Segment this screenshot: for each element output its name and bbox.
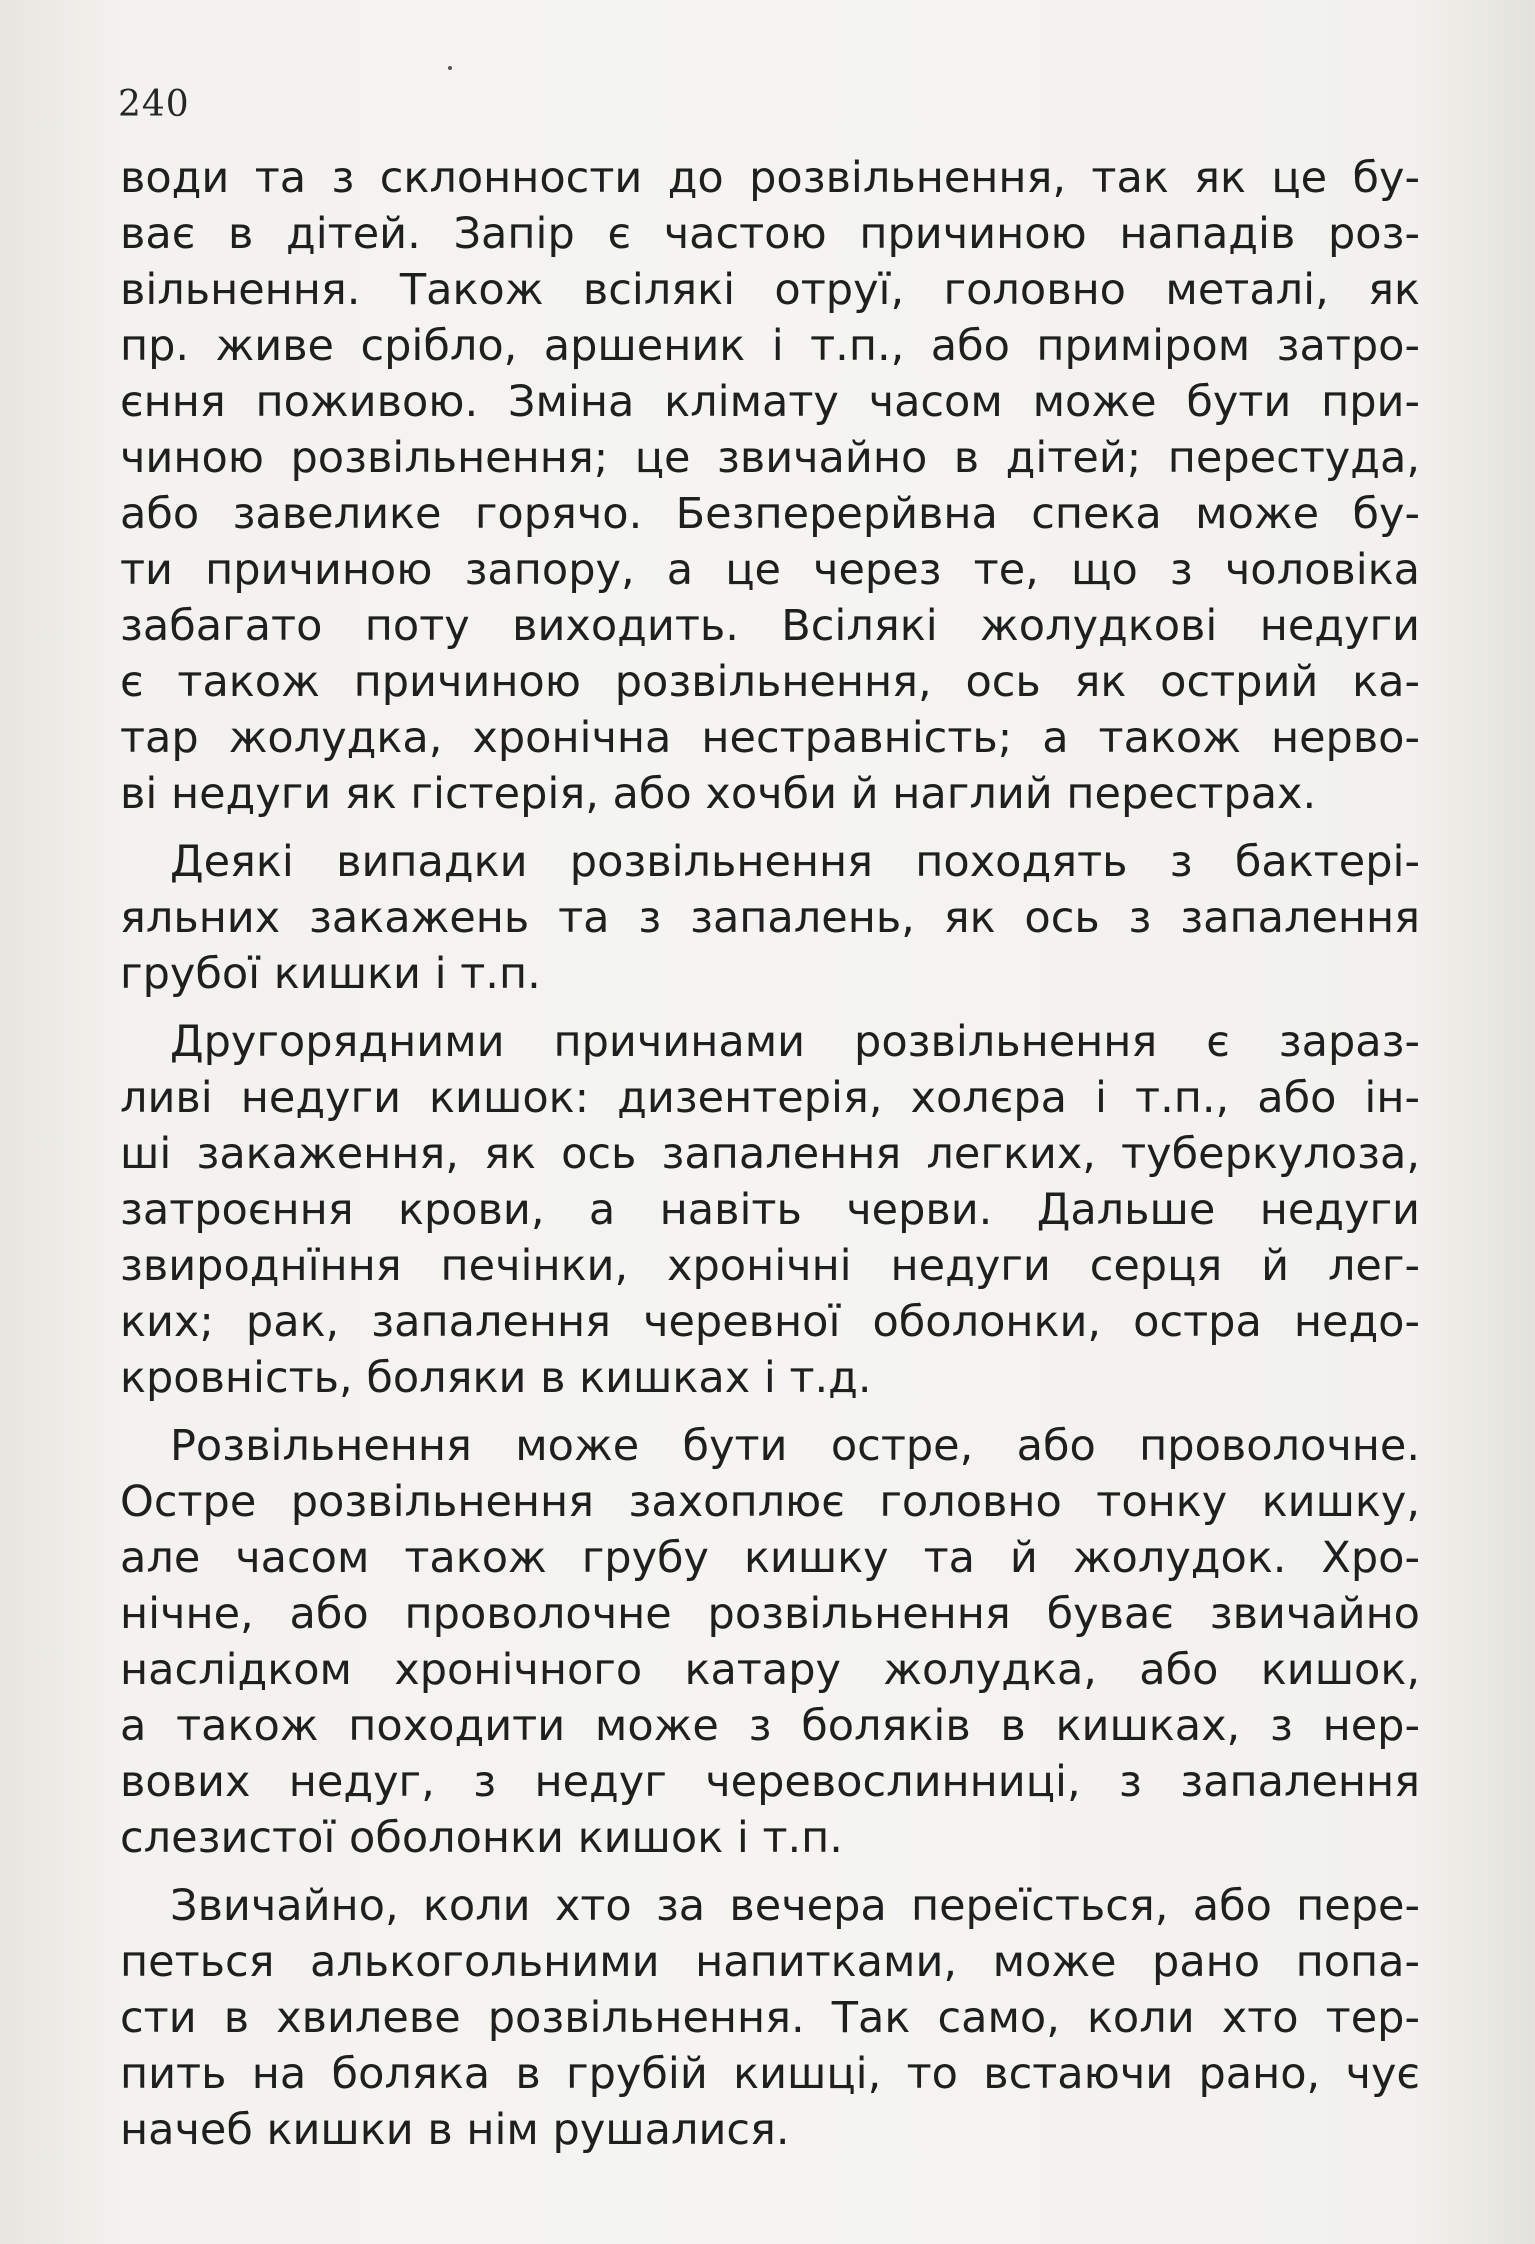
text-line: пр. живе срібло, аршеник і т.п., або приміром затро- bbox=[120, 321, 1420, 371]
text-line: петься алькогольними напитками, може рано попа- bbox=[120, 1937, 1420, 1987]
text-line: затроєння крови, а навіть черви. Дальше недуги bbox=[120, 1185, 1420, 1235]
text-line: або завелике горячо. Безперерйвна спека може бу- bbox=[120, 489, 1420, 539]
text-line: Розвільнення може бути остре, або проволочне. bbox=[170, 1421, 1420, 1471]
text-line: Остре розвільнення захоплює головно тонку кишку, bbox=[120, 1477, 1420, 1527]
text-line: наслідком хронічного катару жолудка, або кишок, bbox=[120, 1645, 1420, 1695]
text-line: ких; рак, запалення черевної оболонки, остра недо- bbox=[120, 1297, 1420, 1347]
text-line: води та з склонности до розвільнення, так як це бу- bbox=[120, 153, 1420, 203]
text-line: Другорядними причинами розвільнення є зараз- bbox=[170, 1017, 1420, 1067]
text-line: ві недуги як гістерія, або хочби й наглий перестрах. bbox=[120, 769, 1317, 819]
text-line: грубої кишки і т.п. bbox=[120, 949, 541, 999]
text-line: єння поживою. Зміна клімату часом може бути при- bbox=[120, 377, 1420, 427]
text-line: Звичайно, коли хто за вечера переїсться, або пере- bbox=[170, 1881, 1420, 1931]
paragraph bbox=[120, 1418, 1420, 1866]
text-line: чиною розвільнення; це звичайно в дітей; перестуда, bbox=[120, 433, 1420, 483]
text-line: а також походити може з боляків в кишках, з нер- bbox=[120, 1701, 1420, 1751]
text-line: слезистої оболонки кишок і т.п. bbox=[120, 1813, 843, 1863]
text-line: сти в хвилеве розвільнення. Так само, коли хто тер- bbox=[120, 1993, 1420, 2043]
text-line: звироднїння печінки, хронічні недуги серця й лег- bbox=[120, 1241, 1420, 1291]
text-line: забагато поту виходить. Всілякі жолудкові недуги bbox=[120, 601, 1420, 651]
text-line: яльних закажень та з запалень, як ось з запалення bbox=[120, 893, 1420, 943]
text-line: вових недуг, з недуг черевослинниці, з запалення bbox=[120, 1757, 1420, 1807]
text-line: тар жолудка, хронічна нестравність; а також нерво- bbox=[120, 713, 1420, 763]
paragraph-gap bbox=[120, 1406, 1420, 1418]
paragraph bbox=[120, 150, 1420, 822]
paragraph bbox=[120, 1014, 1420, 1406]
text-line: ші закаження, як ось запалення легких, туберкулоза, bbox=[120, 1129, 1420, 1179]
ink-speck bbox=[448, 66, 452, 70]
paragraph-gap bbox=[120, 1866, 1420, 1878]
text-line: ливі недуги кишок: дизентерія, холєра і т.п., або ін- bbox=[120, 1073, 1420, 1123]
text-line: є також причиною розвільнення, ось як острий ка- bbox=[120, 657, 1420, 707]
paragraph bbox=[120, 834, 1420, 1002]
page-number: 240 bbox=[118, 84, 190, 125]
body-text bbox=[120, 150, 1420, 2158]
text-line: начеб кишки в нім рушалися. bbox=[120, 2105, 790, 2155]
text-line: пить на боляка в грубій кишці, то встаючи рано, чує bbox=[120, 2049, 1420, 2099]
paragraph-gap bbox=[120, 1002, 1420, 1014]
text-line: ває в дітей. Запір є частою причиною нападів роз- bbox=[120, 209, 1420, 259]
text-line: але часом також грубу кишку та й жолудок. Хро- bbox=[120, 1533, 1420, 1583]
text-line: ти причиною запору, а це через те, що з чоловіка bbox=[120, 545, 1420, 595]
text-line: вільнення. Також всілякі отруї, головно металі, як bbox=[120, 265, 1420, 315]
text-line: кровність, боляки в кишках і т.д. bbox=[120, 1353, 872, 1403]
text-line: нічне, або проволочне розвільнення буває звичайно bbox=[120, 1589, 1420, 1639]
text-line: Деякі випадки розвільнення походять з бактері- bbox=[170, 837, 1420, 887]
paragraph bbox=[120, 1878, 1420, 2158]
paragraph-gap bbox=[120, 822, 1420, 834]
